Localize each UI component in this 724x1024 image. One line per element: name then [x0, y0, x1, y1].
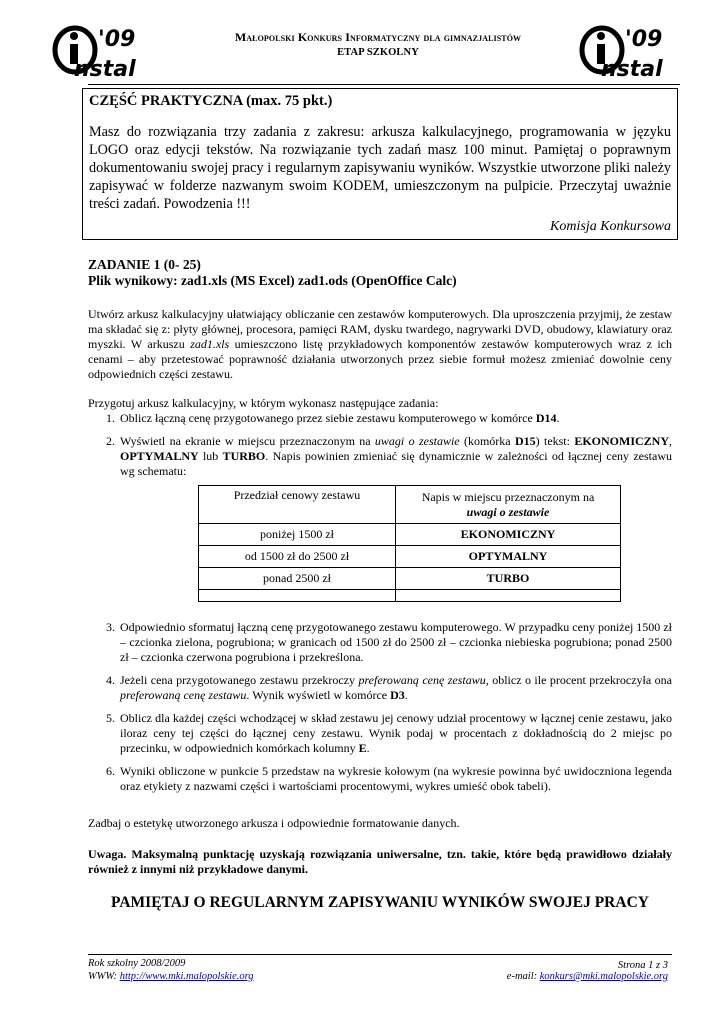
header-divider — [88, 84, 680, 85]
task-instructions-lead: Przygotuj arkusz kalkulacyjny, w którym wykonasz następujące zadania: — [88, 396, 439, 410]
save-reminder: PAMIĘTAJ O REGULARNYM ZAPISYWANIU WYNIKÓW SWOJEJ PRACY — [111, 894, 649, 911]
stage-name: ETAP SZKOLNY — [337, 47, 419, 58]
school-year: Rok szkolny 2008/2009 — [88, 958, 186, 969]
website-link[interactable]: http://www.mki.malopolskie.org — [119, 971, 254, 982]
website-line: WWW: http://www.mki.malopolskie.org — [88, 971, 254, 982]
footer-divider — [88, 954, 672, 955]
logo-name-text: nstal — [74, 57, 136, 82]
email-line: e-mail: konkurs@mki.malopolskie.org — [506, 971, 668, 982]
task-item-1: 1. Oblicz łączną cenę przygotowanego przez siebie zestawu komputerowego w komórce D14. — [118, 411, 672, 426]
warning-note: Uwaga. Maksymalną punktację uzyskają rozwiązania uniwersalne, tzn. takie, które będą prawidłowo działały również z innymi niż przykładowe danymi. — [88, 847, 672, 876]
table-header-label: Napis w miejscu przeznaczonym na uwagi o zestawie — [396, 486, 621, 524]
logo-name-text: nstal — [601, 57, 663, 82]
task-file-line: Plik wynikowy: zad1.xls (MS Excel) zad1.ods (OpenOffice Calc) — [88, 273, 457, 288]
contest-logo-right — [579, 22, 697, 82]
contest-name: Małopolski Konkurs Informatyczny dla gimnazjalistów — [234, 30, 522, 44]
task-intro-paragraph: Utwórz arkusz kalkulacyjny ułatwiający obliczanie cen zestawów komputerowych. Dla uproszczenia przyjmij, że zestaw ma składać się z: płyty głównej, procesora, pamięci RAM, dysku twardego, nagrywarki DVD, obudowy, klawiatury oraz myszki. W arkuszu zad1.xls umieszczono listę przykładowych komponentów zestawów komputerowych wraz z ich cenami – aby przetestować poprawność działania utworzonych przez siebie formuł możesz zmieniać dowolnie ceny odpowiednich części zestawu. — [88, 307, 672, 381]
table-row: od 1500 zł do 2500 zł OPTYMALNY — [199, 546, 621, 568]
intro-signature: Komisja Konkursowa — [550, 219, 671, 234]
header-title — [178, 30, 578, 60]
task-section — [88, 257, 672, 910]
page-number: Strona 1 z 3 — [617, 960, 668, 971]
task-title: ZADANIE 1 (0- 25) — [88, 257, 201, 272]
task-item-2: 2. Wyświetl na ekranie w miejscu przeznaczonym na uwagi o zestawie (komórka D15) tekst: EKONOMICZNY, OPTYMALNY lub TURBO. Napis powinien zmieniać się dynamicznie w zależności od łącznej ceny zestawu wg schematu: Przedział cenowy zestawu Napis w miejscu przeznaczonym na uwagi o zestawie poniżej 1500 zł EKONOMICZNY od 1500 zł do 2500 zł OPTYMALNY ponad 2500 zł TURBO — [118, 434, 672, 602]
task-list — [88, 411, 672, 794]
table-header-range: Przedział cenowy zestawu — [199, 486, 396, 524]
task-item-4: 4. Jeżeli cena przygotowanego zestawu przekroczy preferowaną cenę zestawu, oblicz o ile procent przekroczyła ona preferowaną cenę zestawu. Wynik wyświetl w komórce D3. — [118, 673, 672, 703]
table-row: ponad 2500 zł TURBO — [199, 568, 621, 590]
email-link[interactable]: konkurs@mki.malopolskie.org — [539, 971, 668, 982]
intro-box — [82, 88, 678, 240]
intro-text: Masz do rozwiązania trzy zadania z zakresu: arkusza kalkulacyjnego, programowania w języku LOGO oraz edycji tekstów. Na rozwiązanie tych zadań masz 100 minut. Pamiętaj o poprawnym dokumentowaniu swojej pracy i regularnym zapisywaniu wyników. Wszystkie utworzone pliki należy zapisywać w folderze nazwanym swoim KODEM, umieszczonym na pulpicie. Przeczytaj uważnie treści zadań. Powodzenia !!! — [89, 124, 671, 212]
logo-year-text: '09 — [98, 27, 136, 52]
task-item-3: 3. Odpowiednio sformatuj łączną cenę przygotowanego zestawu komputerowego. W przypadku ceny poniżej 1500 zł – czcionka zielona, pogrubiona; w granicach od 1500 zł do 2500 zł – czcionka niebieska pogrubiona; ponad 2500 zł – czcionka czerwona pogrubiona i przekreślona. — [118, 620, 672, 665]
price-scheme-table — [198, 485, 621, 602]
intro-heading: CZĘŚĆ PRAKTYCZNA (max. 75 pkt.) — [89, 93, 333, 109]
task-item-5: 5. Oblicz dla każdej części wchodzącej w skład zestawu jej cenowy udział procentowy w łącznej cenie zestawu, jako iloraz ceny tej części do łącznej ceny zestawu. Wynik podaj w procentach z dokładnością do 2 miejsc po przecinku, w odpowiednich komórkach kolumny E. — [118, 711, 672, 756]
file-name: zad1.xls — [190, 337, 230, 351]
table-row: poniżej 1500 zł EKONOMICZNY — [199, 524, 621, 546]
page-footer — [88, 957, 672, 983]
aesthetics-note: Zadbaj o estetykę utworzonego arkusza i odpowiednie formatowanie danych. — [88, 816, 460, 830]
logo-year-text: '09 — [625, 27, 663, 52]
contest-logo-left — [52, 22, 170, 82]
task-item-6: 6. Wyniki obliczone w punkcie 5 przedstaw na wykresie kołowym (na wykresie powinna być uwidoczniona legenda oraz etykiety z nazwami części i wartościami procentowymi, wykres umieść obok tabeli). — [118, 764, 672, 794]
